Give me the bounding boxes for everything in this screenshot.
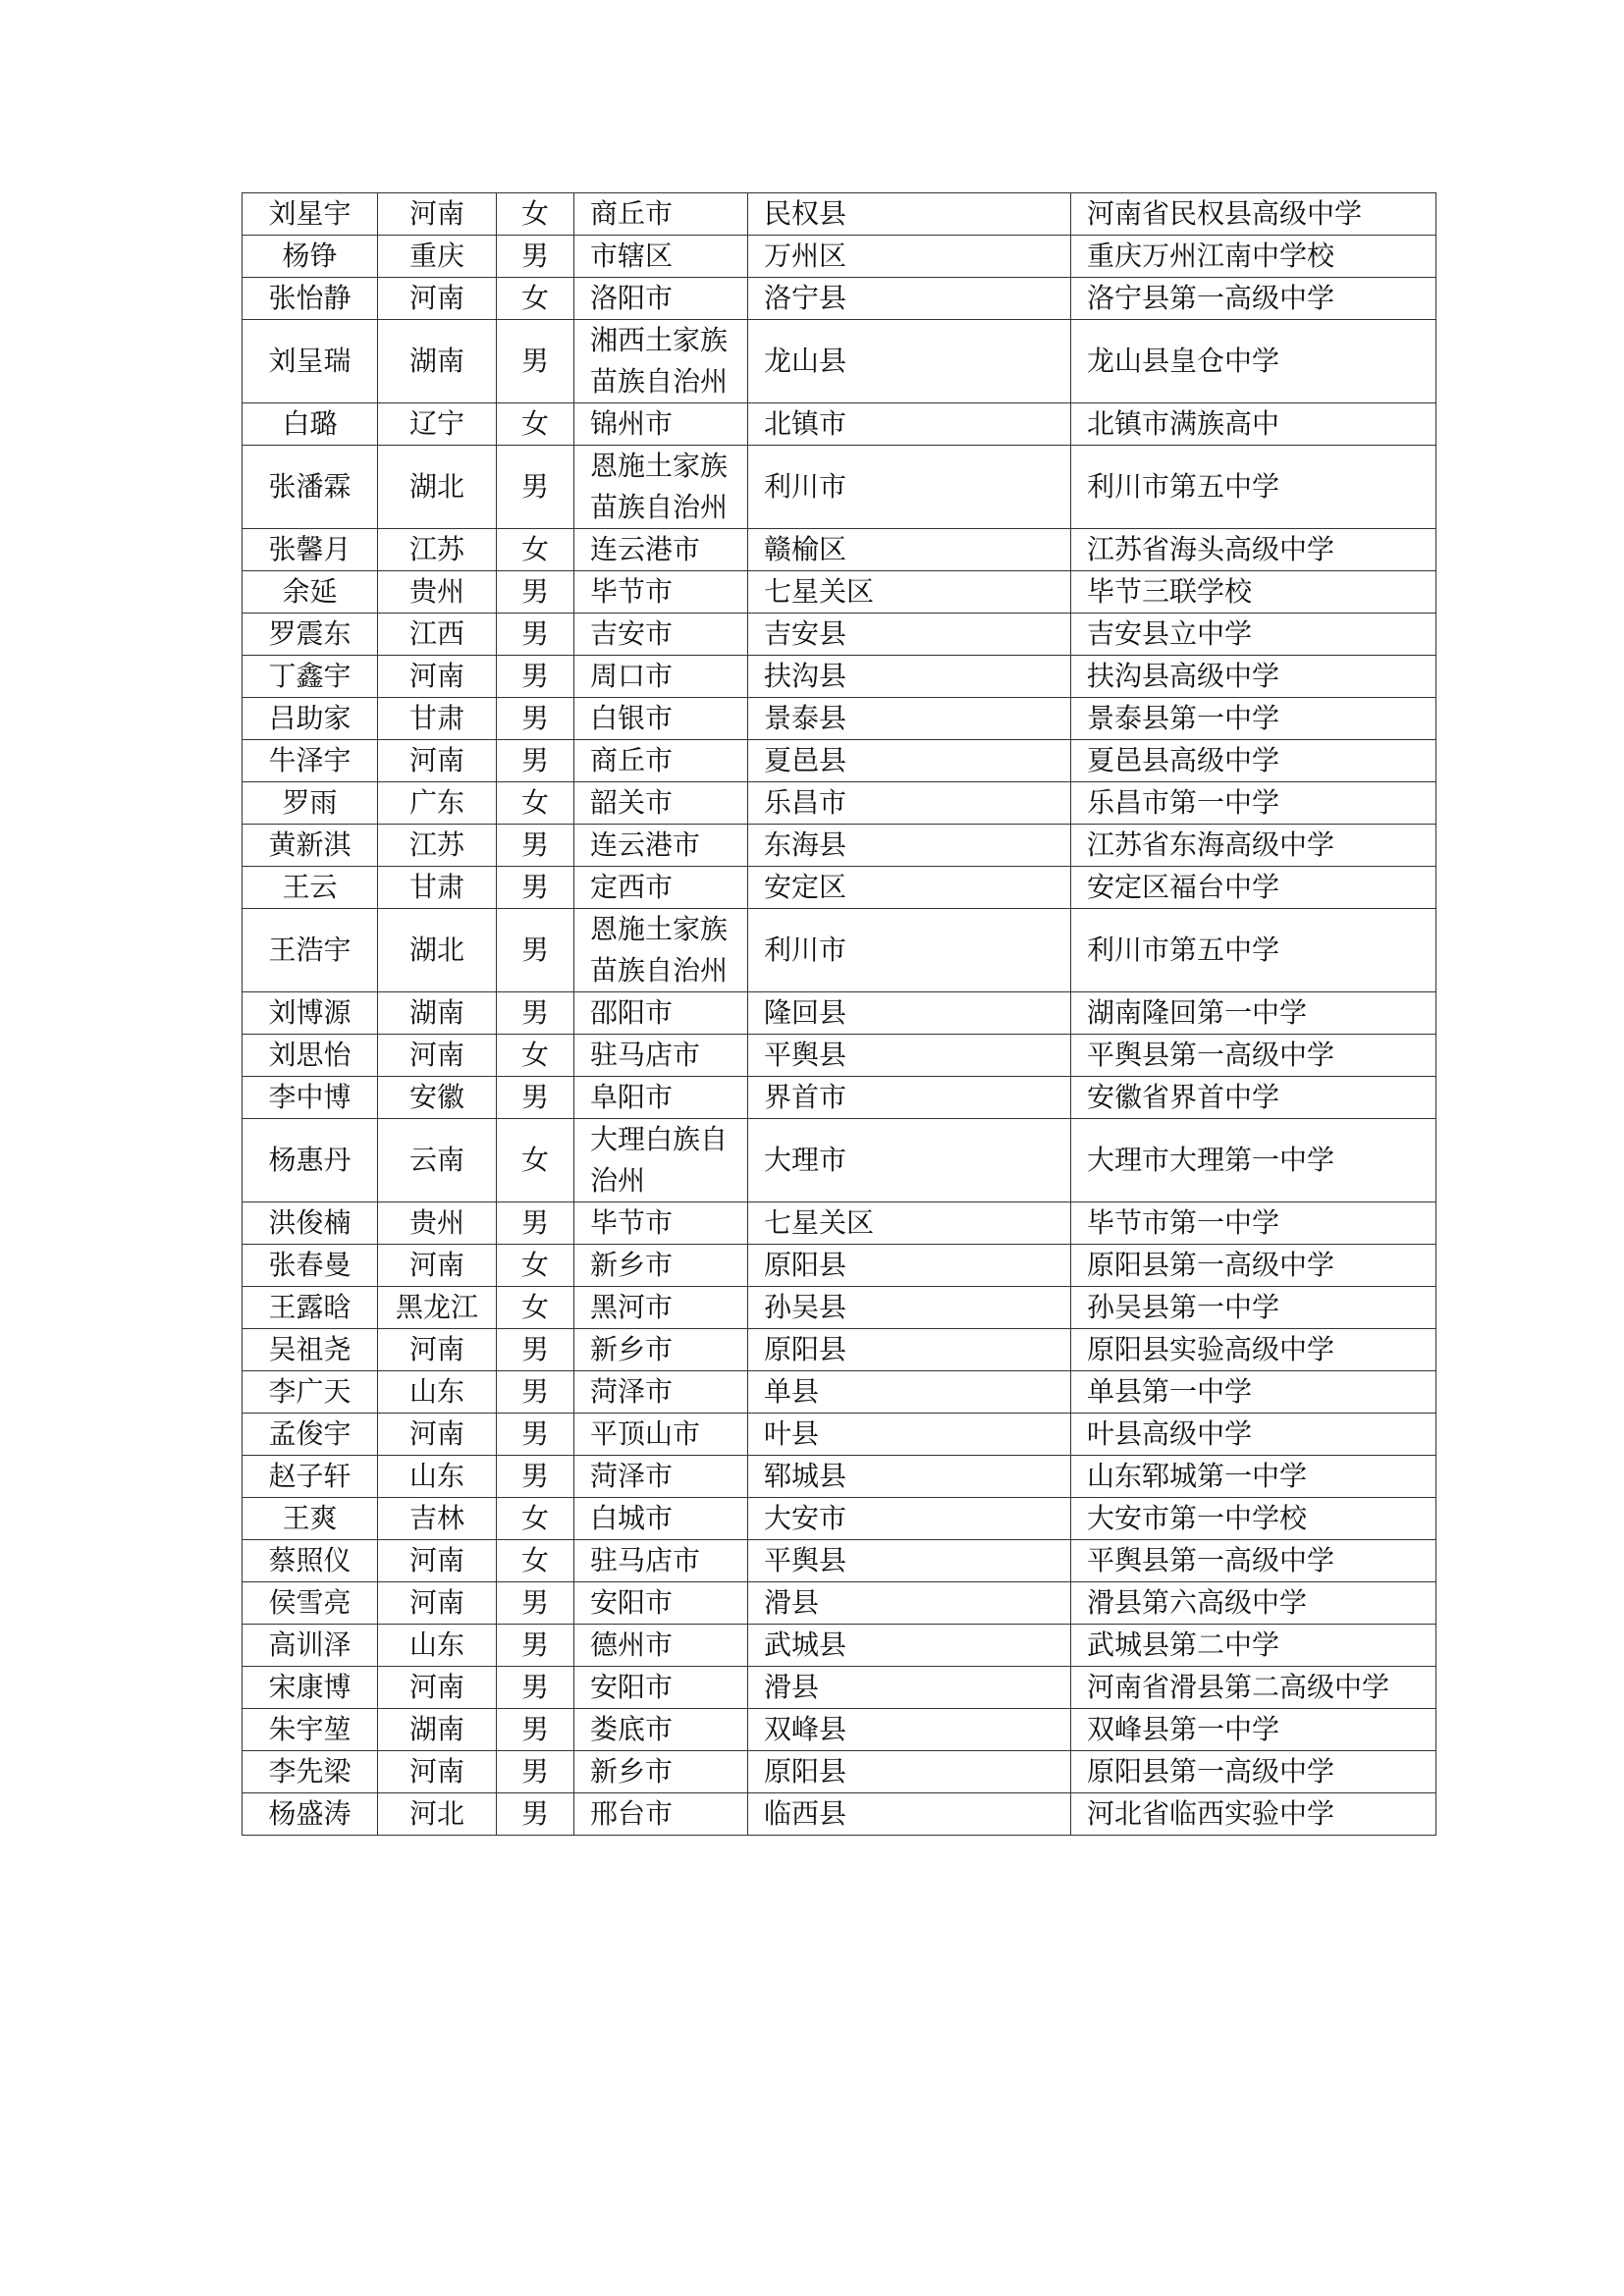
province-cell: 云南 — [378, 1119, 497, 1202]
province-cell: 湖南 — [378, 1709, 497, 1751]
name-cell: 丁鑫宇 — [243, 656, 378, 698]
province-cell: 湖南 — [378, 992, 497, 1035]
name-cell: 李先梁 — [243, 1751, 378, 1793]
city-cell: 阜阳市 — [574, 1077, 748, 1119]
name-cell: 刘思怡 — [243, 1035, 378, 1077]
name-cell: 王爽 — [243, 1498, 378, 1540]
county-cell: 大理市 — [748, 1119, 1071, 1202]
gender-cell: 女 — [497, 1035, 574, 1077]
name-cell: 吕助家 — [243, 698, 378, 740]
province-cell: 贵州 — [378, 1202, 497, 1245]
school-cell: 叶县高级中学 — [1071, 1414, 1436, 1456]
table-row — [243, 1667, 1436, 1709]
gender-cell: 女 — [497, 1287, 574, 1329]
student-table-body — [243, 193, 1436, 1836]
city-cell: 连云港市 — [574, 529, 748, 571]
school-cell: 安定区福台中学 — [1071, 867, 1436, 909]
name-cell: 赵子轩 — [243, 1456, 378, 1498]
name-cell: 刘呈瑞 — [243, 320, 378, 403]
county-cell: 平舆县 — [748, 1035, 1071, 1077]
school-cell: 山东郓城第一中学 — [1071, 1456, 1436, 1498]
city-cell: 韶关市 — [574, 782, 748, 825]
table-row — [243, 656, 1436, 698]
province-cell: 河南 — [378, 1329, 497, 1371]
school-cell: 毕节市第一中学 — [1071, 1202, 1436, 1245]
gender-cell: 男 — [497, 1667, 574, 1709]
name-cell: 杨惠丹 — [243, 1119, 378, 1202]
student-table — [242, 192, 1436, 1836]
city-cell: 定西市 — [574, 867, 748, 909]
county-cell: 赣榆区 — [748, 529, 1071, 571]
table-row — [243, 278, 1436, 320]
county-cell: 界首市 — [748, 1077, 1071, 1119]
province-cell: 黑龙江 — [378, 1287, 497, 1329]
gender-cell: 男 — [497, 1709, 574, 1751]
table-row — [243, 1540, 1436, 1582]
gender-cell: 男 — [497, 320, 574, 403]
city-cell: 新乡市 — [574, 1329, 748, 1371]
city-cell: 新乡市 — [574, 1751, 748, 1793]
table-row — [243, 446, 1436, 529]
county-cell: 叶县 — [748, 1414, 1071, 1456]
gender-cell: 男 — [497, 867, 574, 909]
table-row — [243, 1751, 1436, 1793]
table-row — [243, 1371, 1436, 1414]
city-cell: 毕节市 — [574, 1202, 748, 1245]
province-cell: 河南 — [378, 1245, 497, 1287]
county-cell: 乐昌市 — [748, 782, 1071, 825]
province-cell: 江西 — [378, 614, 497, 656]
school-cell: 洛宁县第一高级中学 — [1071, 278, 1436, 320]
city-cell: 湘西土家族苗族自治州 — [574, 320, 748, 403]
gender-cell: 男 — [497, 1371, 574, 1414]
city-cell: 连云港市 — [574, 825, 748, 867]
province-cell: 湖北 — [378, 446, 497, 529]
gender-cell: 女 — [497, 403, 574, 446]
school-cell: 北镇市满族高中 — [1071, 403, 1436, 446]
county-cell: 平舆县 — [748, 1540, 1071, 1582]
name-cell: 王浩宇 — [243, 909, 378, 992]
table-row — [243, 1582, 1436, 1625]
school-cell: 利川市第五中学 — [1071, 446, 1436, 529]
county-cell: 吉安县 — [748, 614, 1071, 656]
name-cell: 张馨月 — [243, 529, 378, 571]
city-cell: 安阳市 — [574, 1582, 748, 1625]
gender-cell: 男 — [497, 236, 574, 278]
school-cell: 孙吴县第一中学 — [1071, 1287, 1436, 1329]
city-cell: 驻马店市 — [574, 1540, 748, 1582]
gender-cell: 男 — [497, 446, 574, 529]
name-cell: 王露晗 — [243, 1287, 378, 1329]
gender-cell: 男 — [497, 740, 574, 782]
gender-cell: 男 — [497, 1793, 574, 1836]
gender-cell: 男 — [497, 992, 574, 1035]
county-cell: 利川市 — [748, 909, 1071, 992]
city-cell: 白城市 — [574, 1498, 748, 1540]
province-cell: 安徽 — [378, 1077, 497, 1119]
province-cell: 河南 — [378, 1582, 497, 1625]
gender-cell: 男 — [497, 571, 574, 614]
name-cell: 罗雨 — [243, 782, 378, 825]
county-cell: 原阳县 — [748, 1245, 1071, 1287]
city-cell: 驻马店市 — [574, 1035, 748, 1077]
name-cell: 侯雪亮 — [243, 1582, 378, 1625]
gender-cell: 男 — [497, 614, 574, 656]
school-cell: 河南省滑县第二高级中学 — [1071, 1667, 1436, 1709]
school-cell: 重庆万州江南中学校 — [1071, 236, 1436, 278]
name-cell: 高训泽 — [243, 1625, 378, 1667]
province-cell: 江苏 — [378, 825, 497, 867]
table-row — [243, 740, 1436, 782]
county-cell: 郓城县 — [748, 1456, 1071, 1498]
gender-cell: 男 — [497, 1329, 574, 1371]
school-cell: 乐昌市第一中学 — [1071, 782, 1436, 825]
city-cell: 恩施土家族苗族自治州 — [574, 909, 748, 992]
school-cell: 江苏省海头高级中学 — [1071, 529, 1436, 571]
school-cell: 龙山县皇仓中学 — [1071, 320, 1436, 403]
gender-cell: 男 — [497, 825, 574, 867]
gender-cell: 女 — [497, 278, 574, 320]
table-row — [243, 1793, 1436, 1836]
city-cell: 菏泽市 — [574, 1371, 748, 1414]
gender-cell: 男 — [497, 909, 574, 992]
name-cell: 李广天 — [243, 1371, 378, 1414]
county-cell: 双峰县 — [748, 1709, 1071, 1751]
table-row — [243, 909, 1436, 992]
table-row — [243, 320, 1436, 403]
table-row — [243, 236, 1436, 278]
table-row — [243, 571, 1436, 614]
city-cell: 新乡市 — [574, 1245, 748, 1287]
school-cell: 双峰县第一中学 — [1071, 1709, 1436, 1751]
table-row — [243, 614, 1436, 656]
county-cell: 景泰县 — [748, 698, 1071, 740]
city-cell: 毕节市 — [574, 571, 748, 614]
gender-cell: 男 — [497, 698, 574, 740]
table-row — [243, 1077, 1436, 1119]
gender-cell: 男 — [497, 1202, 574, 1245]
county-cell: 滑县 — [748, 1667, 1071, 1709]
school-cell: 利川市第五中学 — [1071, 909, 1436, 992]
school-cell: 毕节三联学校 — [1071, 571, 1436, 614]
province-cell: 广东 — [378, 782, 497, 825]
gender-cell: 女 — [497, 1119, 574, 1202]
name-cell: 罗震东 — [243, 614, 378, 656]
table-row — [243, 1414, 1436, 1456]
county-cell: 东海县 — [748, 825, 1071, 867]
province-cell: 河南 — [378, 1540, 497, 1582]
city-cell: 平顶山市 — [574, 1414, 748, 1456]
school-cell: 河北省临西实验中学 — [1071, 1793, 1436, 1836]
table-row — [243, 1498, 1436, 1540]
school-cell: 原阳县第一高级中学 — [1071, 1245, 1436, 1287]
county-cell: 民权县 — [748, 193, 1071, 236]
school-cell: 景泰县第一中学 — [1071, 698, 1436, 740]
name-cell: 黄新淇 — [243, 825, 378, 867]
school-cell: 夏邑县高级中学 — [1071, 740, 1436, 782]
city-cell: 洛阳市 — [574, 278, 748, 320]
table-row — [243, 1709, 1436, 1751]
table-row — [243, 698, 1436, 740]
table-row — [243, 867, 1436, 909]
province-cell: 山东 — [378, 1371, 497, 1414]
gender-cell: 男 — [497, 1625, 574, 1667]
province-cell: 山东 — [378, 1456, 497, 1498]
county-cell: 利川市 — [748, 446, 1071, 529]
name-cell: 刘星宇 — [243, 193, 378, 236]
name-cell: 王云 — [243, 867, 378, 909]
gender-cell: 女 — [497, 1245, 574, 1287]
city-cell: 邵阳市 — [574, 992, 748, 1035]
province-cell: 吉林 — [378, 1498, 497, 1540]
county-cell: 北镇市 — [748, 403, 1071, 446]
table-row — [243, 1456, 1436, 1498]
school-cell: 平舆县第一高级中学 — [1071, 1540, 1436, 1582]
city-cell: 市辖区 — [574, 236, 748, 278]
name-cell: 吴祖尧 — [243, 1329, 378, 1371]
province-cell: 贵州 — [378, 571, 497, 614]
table-row — [243, 825, 1436, 867]
province-cell: 河南 — [378, 740, 497, 782]
county-cell: 七星关区 — [748, 1202, 1071, 1245]
school-cell: 单县第一中学 — [1071, 1371, 1436, 1414]
name-cell: 孟俊宇 — [243, 1414, 378, 1456]
table-row — [243, 992, 1436, 1035]
county-cell: 临西县 — [748, 1793, 1071, 1836]
province-cell: 河南 — [378, 1667, 497, 1709]
county-cell: 孙吴县 — [748, 1287, 1071, 1329]
city-cell: 吉安市 — [574, 614, 748, 656]
table-row — [243, 782, 1436, 825]
name-cell: 张潘霖 — [243, 446, 378, 529]
school-cell: 湖南隆回第一中学 — [1071, 992, 1436, 1035]
school-cell: 原阳县实验高级中学 — [1071, 1329, 1436, 1371]
school-cell: 平舆县第一高级中学 — [1071, 1035, 1436, 1077]
name-cell: 洪俊楠 — [243, 1202, 378, 1245]
name-cell: 杨盛涛 — [243, 1793, 378, 1836]
county-cell: 夏邑县 — [748, 740, 1071, 782]
gender-cell: 女 — [497, 529, 574, 571]
county-cell: 滑县 — [748, 1582, 1071, 1625]
province-cell: 甘肃 — [378, 698, 497, 740]
school-cell: 大理市大理第一中学 — [1071, 1119, 1436, 1202]
county-cell: 单县 — [748, 1371, 1071, 1414]
county-cell: 安定区 — [748, 867, 1071, 909]
county-cell: 龙山县 — [748, 320, 1071, 403]
name-cell: 张春曼 — [243, 1245, 378, 1287]
table-row — [243, 1329, 1436, 1371]
table-row — [243, 193, 1436, 236]
table-row — [243, 1287, 1436, 1329]
province-cell: 河北 — [378, 1793, 497, 1836]
province-cell: 河南 — [378, 1414, 497, 1456]
city-cell: 菏泽市 — [574, 1456, 748, 1498]
school-cell: 江苏省东海高级中学 — [1071, 825, 1436, 867]
name-cell: 宋康博 — [243, 1667, 378, 1709]
gender-cell: 女 — [497, 193, 574, 236]
school-cell: 扶沟县高级中学 — [1071, 656, 1436, 698]
table-row — [243, 1202, 1436, 1245]
name-cell: 刘博源 — [243, 992, 378, 1035]
name-cell: 李中博 — [243, 1077, 378, 1119]
table-row — [243, 1245, 1436, 1287]
name-cell: 白璐 — [243, 403, 378, 446]
city-cell: 商丘市 — [574, 193, 748, 236]
city-cell: 锦州市 — [574, 403, 748, 446]
county-cell: 洛宁县 — [748, 278, 1071, 320]
school-cell: 吉安县立中学 — [1071, 614, 1436, 656]
school-cell: 武城县第二中学 — [1071, 1625, 1436, 1667]
city-cell: 商丘市 — [574, 740, 748, 782]
county-cell: 万州区 — [748, 236, 1071, 278]
school-cell: 安徽省界首中学 — [1071, 1077, 1436, 1119]
county-cell: 扶沟县 — [748, 656, 1071, 698]
province-cell: 辽宁 — [378, 403, 497, 446]
county-cell: 原阳县 — [748, 1751, 1071, 1793]
city-cell: 周口市 — [574, 656, 748, 698]
name-cell: 余延 — [243, 571, 378, 614]
city-cell: 大理白族自治州 — [574, 1119, 748, 1202]
gender-cell: 女 — [497, 782, 574, 825]
gender-cell: 女 — [497, 1540, 574, 1582]
county-cell: 隆回县 — [748, 992, 1071, 1035]
province-cell: 重庆 — [378, 236, 497, 278]
table-row — [243, 403, 1436, 446]
city-cell: 恩施土家族苗族自治州 — [574, 446, 748, 529]
name-cell: 蔡照仪 — [243, 1540, 378, 1582]
province-cell: 江苏 — [378, 529, 497, 571]
school-cell: 原阳县第一高级中学 — [1071, 1751, 1436, 1793]
table-row — [243, 529, 1436, 571]
gender-cell: 女 — [497, 1498, 574, 1540]
table-row — [243, 1625, 1436, 1667]
school-cell: 滑县第六高级中学 — [1071, 1582, 1436, 1625]
name-cell: 牛泽宇 — [243, 740, 378, 782]
name-cell: 杨铮 — [243, 236, 378, 278]
province-cell: 河南 — [378, 1751, 497, 1793]
school-cell: 大安市第一中学校 — [1071, 1498, 1436, 1540]
gender-cell: 男 — [497, 1414, 574, 1456]
city-cell: 白银市 — [574, 698, 748, 740]
province-cell: 甘肃 — [378, 867, 497, 909]
table-row — [243, 1035, 1436, 1077]
gender-cell: 男 — [497, 1077, 574, 1119]
county-cell: 七星关区 — [748, 571, 1071, 614]
city-cell: 安阳市 — [574, 1667, 748, 1709]
province-cell: 河南 — [378, 193, 497, 236]
gender-cell: 男 — [497, 1751, 574, 1793]
province-cell: 湖南 — [378, 320, 497, 403]
school-cell: 河南省民权县高级中学 — [1071, 193, 1436, 236]
city-cell: 德州市 — [574, 1625, 748, 1667]
city-cell: 邢台市 — [574, 1793, 748, 1836]
province-cell: 河南 — [378, 278, 497, 320]
gender-cell: 男 — [497, 1582, 574, 1625]
table-row — [243, 1119, 1436, 1202]
name-cell: 张怡静 — [243, 278, 378, 320]
province-cell: 河南 — [378, 656, 497, 698]
province-cell: 山东 — [378, 1625, 497, 1667]
county-cell: 大安市 — [748, 1498, 1071, 1540]
gender-cell: 男 — [497, 1456, 574, 1498]
province-cell: 湖北 — [378, 909, 497, 992]
county-cell: 武城县 — [748, 1625, 1071, 1667]
gender-cell: 男 — [497, 656, 574, 698]
city-cell: 娄底市 — [574, 1709, 748, 1751]
county-cell: 原阳县 — [748, 1329, 1071, 1371]
name-cell: 朱宇堃 — [243, 1709, 378, 1751]
province-cell: 河南 — [378, 1035, 497, 1077]
city-cell: 黑河市 — [574, 1287, 748, 1329]
